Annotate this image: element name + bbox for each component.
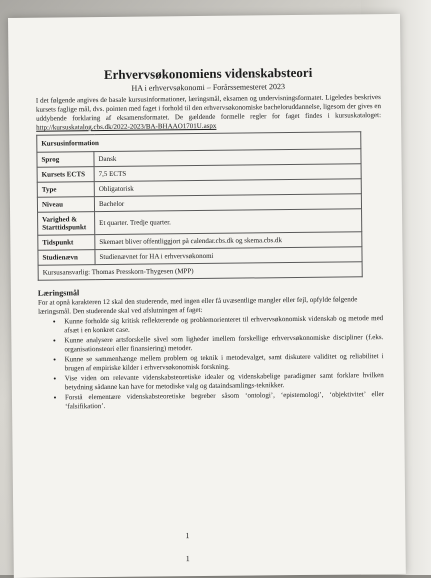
page-mark-bottom: 1 xyxy=(185,554,190,564)
page-mark-top: 1 xyxy=(185,531,190,541)
learning-goals-list xyxy=(38,314,384,412)
row-label: Sprog xyxy=(37,152,94,168)
row-value: Et quarter. Tredje quarter. xyxy=(95,209,362,235)
row-value: Studienævnet for HA i erhvervsøkonomi xyxy=(95,247,362,265)
learning-goals-intro: For at opnå karakteren 12 skal den studerende, med ingen eller få uvæsentlige mangler eller fejl, opfylde følgende læringsmål. Den studerende skal ved afslutningen af faget: xyxy=(37,295,358,316)
row-label: Varighed & Starttidspunkt xyxy=(38,212,95,236)
course-responsible: Kursusansvarlig: Thomas Presskorn-Thygesen (MPP) xyxy=(38,262,362,280)
table-row-responsible xyxy=(38,262,362,280)
list-item: • Kunne analysere artsforskelle såvel som ligheder imellem forskellige erhvervsøkonomiske discipliner (f.eks. organisationsteori eller finansiering) metoder. xyxy=(64,333,383,354)
list-item: • Kunne forholde sig kritisk reflekterende og problemorienteret til erhvervsøkonomisk videnskab og metode med afsæt i en konkret case. xyxy=(64,314,383,335)
list-item: • Kunne se sammenhænge mellem problem og teknik i metodevalget, samt diskutere validitet og reliabilitet i brugen af empiriske kilder i erhvervsøkonomisk forskning. xyxy=(65,352,384,373)
document-page xyxy=(8,14,406,578)
catalog-link[interactable]: http://kursuskatalog.cbs.dk/2022-2023/BA-BHAAO1701U.aspx xyxy=(36,121,217,132)
list-item: • Vise viden om relevante videnskabsteoretiske idealer og videnskabelige paradigmer samt forklare hvilken betydning sådanne kan have for metodiske valg og dataindsamlings-teknikker. xyxy=(65,371,384,392)
document-title: Erhvervsøkonomiens videnskabsteori xyxy=(103,64,313,82)
page-content xyxy=(36,64,385,413)
row-label: Studienævn xyxy=(38,250,95,266)
row-label: Tidspunkt xyxy=(38,235,95,251)
row-value: Obligatorisk xyxy=(94,179,361,197)
intro-text: I det følgende angives de basale kursusinformationer, læringsmål, eksamen og undervisningsformatet. Ligeledes beskrives kursets faglige mål, dvs. pointen med faget i forhold til den erhvervsøkonomiske bacheloruddannelse, ligesom der gives en uddybende forklaring af eksamensformatet. De gældende formelle regler for faget findes i kursuskataloget: xyxy=(35,93,382,123)
row-label: Type xyxy=(37,182,94,198)
row-label: Kursets ECTS xyxy=(37,167,94,183)
row-label: Niveau xyxy=(37,197,94,213)
course-info-table xyxy=(36,131,363,280)
learning-goals-heading: Læringsmål xyxy=(37,288,80,298)
table-row xyxy=(38,209,362,235)
row-value: 7,5 ECTS xyxy=(94,164,361,182)
row-value: Skemaet bliver offentliggjort på calendar.cbs.dk og skema.cbs.dk xyxy=(95,232,362,250)
list-item: • Forstå elementære videnskabsteoretiske begreber såsom ‘ontologi’, ‘epistemologi’, ‘objektivitet’ eller ‘falsifikation’. xyxy=(65,390,384,411)
row-value: Dansk xyxy=(94,149,361,167)
row-value: Bachelor xyxy=(94,194,361,212)
document-subtitle: HA i erhvervsøkonomi – Forårssemesteret 2023 xyxy=(131,82,286,93)
intro-paragraph xyxy=(36,93,381,133)
table-header: Kursusinformation xyxy=(37,132,361,152)
